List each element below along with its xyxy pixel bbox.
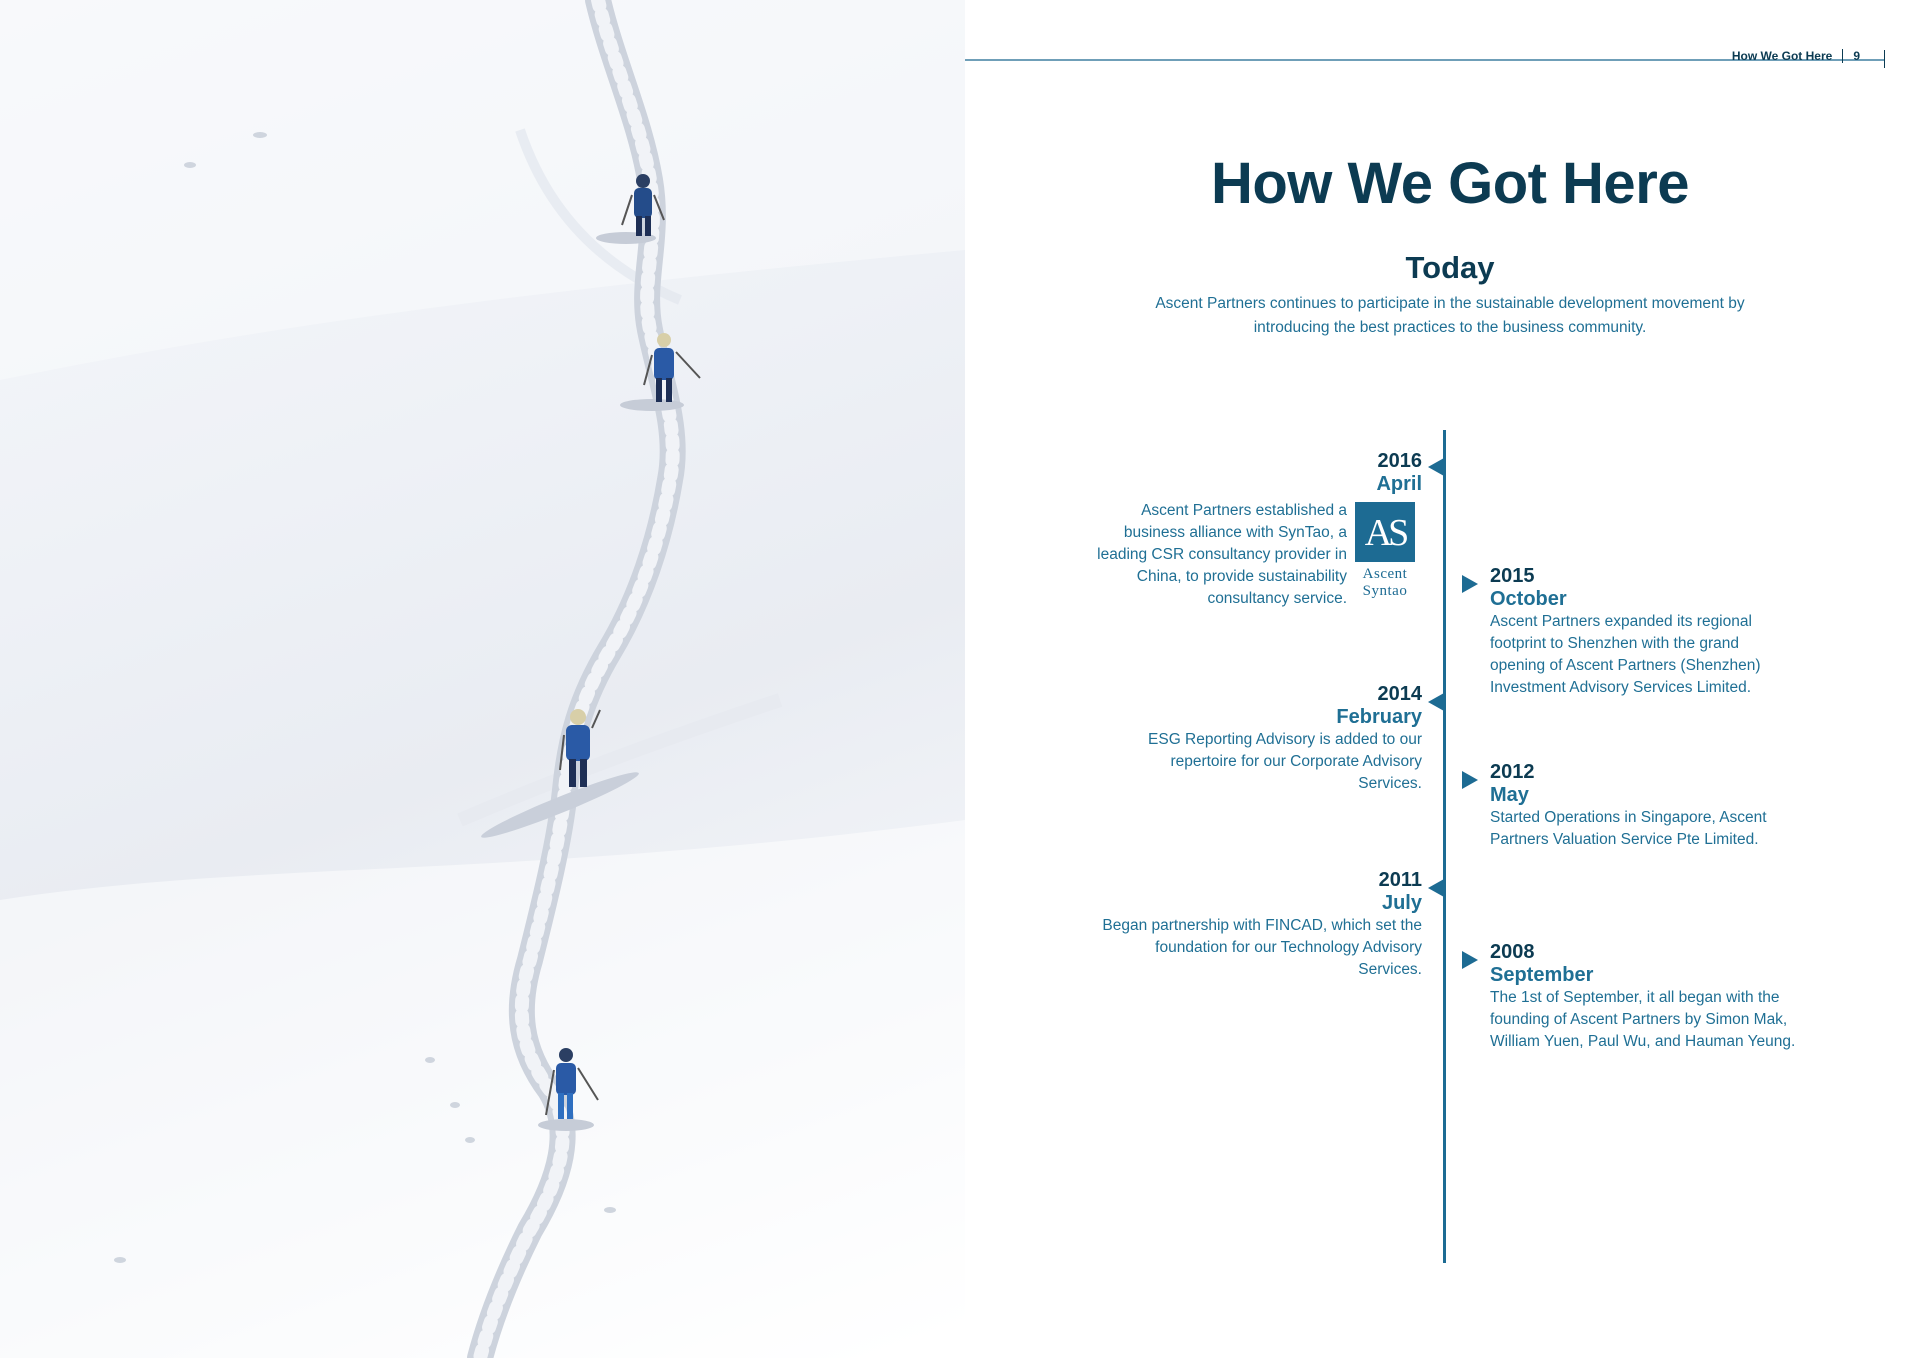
timeline-marker xyxy=(1428,693,1444,711)
timeline-month: September xyxy=(1490,964,1594,986)
timeline-text: Started Operations in Singapore, Ascent Partners Valuation Service Pte Limited. xyxy=(1490,809,1767,848)
timeline-year: 2015 xyxy=(1490,565,1535,587)
timeline-year: 2016 xyxy=(1377,450,1422,472)
timeline-marker xyxy=(1428,879,1444,897)
timeline-entry-2011 xyxy=(1095,869,1422,981)
running-header-section: How We Got Here xyxy=(1731,49,1833,63)
timeline-entry-2016 xyxy=(1200,450,1422,496)
timeline-year: 2011 xyxy=(1378,869,1422,891)
timeline-month: April xyxy=(1376,473,1422,495)
timeline-text: Began partnership with FINCAD, which set the foundation for our Technology Advisory Services. xyxy=(1102,917,1422,978)
timeline-marker xyxy=(1428,458,1444,476)
timeline-entry-2016-text xyxy=(1085,500,1347,610)
page-number: 9 xyxy=(1853,49,1860,63)
ascent-syntao-logo xyxy=(1353,502,1417,600)
logo-mark: AS xyxy=(1355,502,1415,562)
timeline-entry-2012 xyxy=(1490,761,1810,851)
today-text: Ascent Partners continues to participate in the sustainable development movement by introducing the best practices to the business community. xyxy=(1155,295,1745,336)
timeline-month: October xyxy=(1490,588,1567,610)
logo-name-line2: Syntao xyxy=(1362,583,1408,599)
running-header xyxy=(1732,44,1885,68)
timeline-month: May xyxy=(1490,784,1529,806)
timeline-entry-2015 xyxy=(1490,565,1790,699)
timeline-entry-2014 xyxy=(1108,683,1422,795)
timeline-month: July xyxy=(1381,892,1422,914)
timeline-marker xyxy=(1462,771,1478,789)
timeline-year: 2012 xyxy=(1490,761,1535,783)
logo-name-line1: Ascent xyxy=(1362,566,1408,582)
hiker-figure xyxy=(620,333,700,411)
timeline-text: The 1st of September, it all began with the founding of Ascent Partners by Simon Mak, William Yuen, Paul Wu, and Hauman Yeung. xyxy=(1490,989,1796,1050)
timeline-year: 2008 xyxy=(1490,941,1535,963)
today-heading: Today xyxy=(1405,250,1495,285)
timeline-year: 2014 xyxy=(1377,683,1422,705)
timeline-marker xyxy=(1462,575,1478,593)
running-header-end-tick xyxy=(1884,50,1885,68)
timeline-axis xyxy=(1443,430,1446,1263)
page-title: How We Got Here xyxy=(1210,151,1690,216)
timeline-text: Ascent Partners established a business alliance with SynTao, a leading CSR consultancy provider in China, to provide sustainability consultancy service. xyxy=(1097,502,1347,607)
timeline-entry-2008 xyxy=(1490,941,1820,1053)
timeline-text: ESG Reporting Advisory is added to our repertoire for our Corporate Advisory Services. xyxy=(1148,731,1422,792)
timeline-text: Ascent Partners expanded its regional footprint to Shenzhen with the grand opening of Ascent Partners (Shenzhen) Investment Advisory Services Limited. xyxy=(1490,613,1761,696)
running-header-divider xyxy=(1842,49,1843,63)
timeline-month: February xyxy=(1336,706,1422,728)
timeline-marker xyxy=(1462,951,1478,969)
